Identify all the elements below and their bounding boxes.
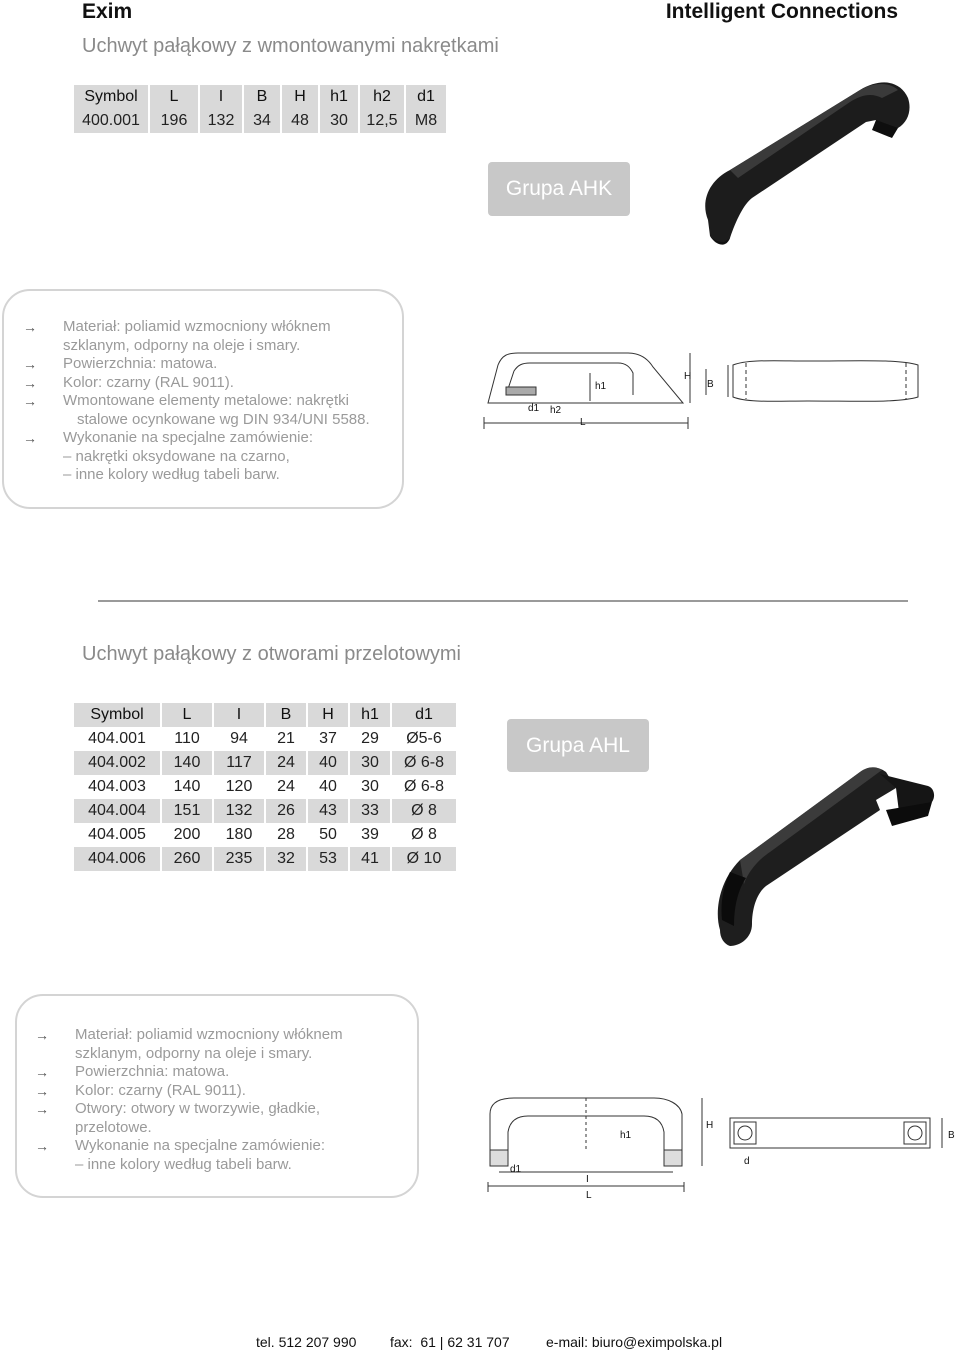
arrow-right-icon: → (23, 393, 37, 409)
table-cell: 404.006 (74, 847, 160, 871)
table-header-cell: d1 (406, 85, 446, 109)
dimension-label-L: L (580, 417, 586, 428)
list-item: → Wmontowane elementy metalowe: nakrętki (23, 392, 349, 409)
table-cell: 28 (266, 823, 306, 847)
table-cell: Ø 10 (392, 847, 456, 871)
arrow-right-icon: → (35, 1101, 49, 1117)
company-tagline: Intelligent Connections (665, 0, 898, 23)
dimension-label-H: H (706, 1120, 714, 1131)
list-item: – inne kolory według tabeli barw. (75, 1155, 292, 1173)
table-cell: 21 (266, 727, 306, 751)
dimension-label-h1: h1 (595, 381, 607, 392)
table-cell: 110 (162, 727, 212, 751)
table-cell: 404.003 (74, 775, 160, 799)
footer-email[interactable]: e-mail: biuro@eximpolska.pl (546, 1334, 723, 1350)
table-header-cell: B (266, 703, 306, 727)
arrow-right-icon: → (23, 319, 37, 335)
list-item: szklanym, odporny na oleje i smary. (75, 1044, 313, 1062)
footer-phone: tel. 512 207 990 (256, 1334, 357, 1350)
table-cell: 140 (162, 751, 212, 775)
table-cell: 34 (244, 109, 280, 133)
company-name: Exim (82, 0, 133, 23)
table-header-cell: h1 (350, 703, 390, 727)
table-cell: 43 (308, 799, 348, 823)
arrow-right-icon: → (35, 1082, 49, 1099)
table-cell: 132 (200, 109, 242, 133)
table-cell: 33 (350, 799, 390, 823)
section1-spec-table (72, 85, 448, 133)
dimension-label-H: H (684, 371, 692, 382)
table-cell: 235 (214, 847, 264, 871)
list-item: przelotowe. (75, 1118, 152, 1136)
table-cell: Ø 6-8 (392, 751, 456, 775)
list-item: → Powierzchnia: matowa. (35, 1063, 230, 1080)
section-divider (98, 600, 908, 602)
table-header-row (74, 85, 446, 109)
table-cell: 24 (266, 775, 306, 799)
table-cell: 32 (266, 847, 306, 871)
table-row (74, 109, 446, 133)
table-cell: 48 (282, 109, 318, 133)
table-header-cell: I (214, 703, 264, 727)
dimension-label-h1: h1 (620, 1130, 632, 1141)
table-header-cell: H (282, 85, 318, 109)
list-item: → Kolor: czarny (RAL 9011). (35, 1081, 246, 1099)
group-badge-ahl: Grupa AHL (507, 719, 649, 772)
table-header-cell: L (150, 85, 198, 109)
list-item: → Materiał: poliamid wzmocniony włóknem (35, 1026, 343, 1043)
table-cell: 40 (308, 775, 348, 799)
table-cell: Ø 8 (392, 799, 456, 823)
arrow-right-icon: → (35, 1027, 49, 1043)
table-header-cell: h2 (360, 85, 404, 109)
table-cell: 400.001 (74, 109, 148, 133)
table-cell: 140 (162, 775, 212, 799)
table-cell: 117 (214, 751, 264, 775)
list-item: → Otwory: otwory w tworzywie, gładkie, (35, 1100, 321, 1117)
table-row (74, 823, 456, 847)
table-header-cell: I (200, 85, 242, 109)
table-cell: 132 (214, 799, 264, 823)
table-cell: 12,5 (360, 109, 404, 133)
arrow-right-icon: → (23, 374, 37, 391)
dimension-label-h2: h2 (550, 405, 562, 416)
table-cell: 39 (350, 823, 390, 847)
table-header-cell: Symbol (74, 703, 160, 727)
table-cell: 26 (266, 799, 306, 823)
table-cell: 94 (214, 727, 264, 751)
section2-bullet-list (35, 1026, 405, 1174)
table-cell: 53 (308, 847, 348, 871)
list-item: → Kolor: czarny (RAL 9011). (23, 373, 234, 391)
table-cell: 50 (308, 823, 348, 847)
table-header-cell: d1 (392, 703, 456, 727)
table-cell: Ø5-6 (392, 727, 456, 751)
table-cell: 404.002 (74, 751, 160, 775)
table-header-cell: h1 (320, 85, 358, 109)
table-row (74, 775, 456, 799)
list-item: – nakrętki oksydowane na czarno, (63, 447, 290, 465)
table-cell: 196 (150, 109, 198, 133)
section1-title: Uchwyt pałąkowy z wmontowanymi nakrętkami (82, 35, 499, 57)
handle-ahk-photo (690, 70, 930, 265)
table-cell: 37 (308, 727, 348, 751)
table-header-cell: Symbol (74, 85, 148, 109)
list-item: → Powierzchnia: matowa. (23, 355, 218, 372)
arrow-right-icon: → (35, 1064, 49, 1080)
table-cell: 180 (214, 823, 264, 847)
table-row (74, 751, 456, 775)
handle-ahl-photo (700, 760, 945, 960)
table-header-cell: L (162, 703, 212, 727)
table-cell: Ø 8 (392, 823, 456, 847)
dimension-label-d1: d1 (528, 403, 540, 414)
dimension-label-B: B (707, 379, 714, 390)
table-header-row (74, 703, 456, 727)
group-badge-ahk: Grupa AHK (488, 162, 630, 216)
section2-title: Uchwyt pałąkowy z otworami przelotowymi (82, 643, 462, 665)
arrow-right-icon: → (23, 356, 37, 372)
list-item: → Wykonanie na specjalne zamówienie: (35, 1137, 326, 1154)
list-item: stalowe ocynkowane wg DIN 934/UNI 5588. (77, 410, 370, 428)
dimension-label-d: d (744, 1156, 750, 1167)
table-header-cell: H (308, 703, 348, 727)
table-cell: 30 (350, 751, 390, 775)
dimension-label-L: L (586, 1190, 592, 1201)
table-cell: 151 (162, 799, 212, 823)
table-cell: 30 (350, 775, 390, 799)
table-cell: 404.005 (74, 823, 160, 847)
table-cell: 260 (162, 847, 212, 871)
table-cell: 120 (214, 775, 264, 799)
table-cell: 24 (266, 751, 306, 775)
section2-spec-table (72, 703, 458, 871)
table-cell: 30 (320, 109, 358, 133)
table-header-cell: B (244, 85, 280, 109)
table-cell: 404.001 (74, 727, 160, 751)
dimension-label-d1: d1 (510, 1164, 522, 1175)
footer-fax: fax: 61 | 62 31 707 (390, 1334, 510, 1350)
section2-technical-drawing (484, 1092, 960, 1202)
dimension-label-I: I (586, 1174, 589, 1185)
table-cell: M8 (406, 109, 446, 133)
section1-bullet-list (23, 318, 393, 485)
table-cell: 29 (350, 727, 390, 751)
list-item: → Materiał: poliamid wzmocniony włóknem (23, 318, 331, 335)
section2-table-body (74, 727, 456, 871)
list-item: szklanym, odporny na oleje i smary. (63, 336, 301, 354)
table-cell: 40 (308, 751, 348, 775)
table-row (74, 799, 456, 823)
table-cell: 404.004 (74, 799, 160, 823)
table-row (74, 727, 456, 751)
arrow-right-icon: → (35, 1138, 49, 1154)
table-cell: 41 (350, 847, 390, 871)
list-item: – inne kolory według tabeli barw. (63, 466, 280, 483)
table-cell: 200 (162, 823, 212, 847)
section1-technical-drawing (478, 345, 948, 435)
arrow-right-icon: → (23, 430, 37, 446)
table-cell: Ø 6-8 (392, 775, 456, 799)
table-row (74, 847, 456, 871)
dimension-label-B: B (948, 1130, 955, 1141)
list-item: → Wykonanie na specjalne zamówienie: (23, 429, 314, 446)
